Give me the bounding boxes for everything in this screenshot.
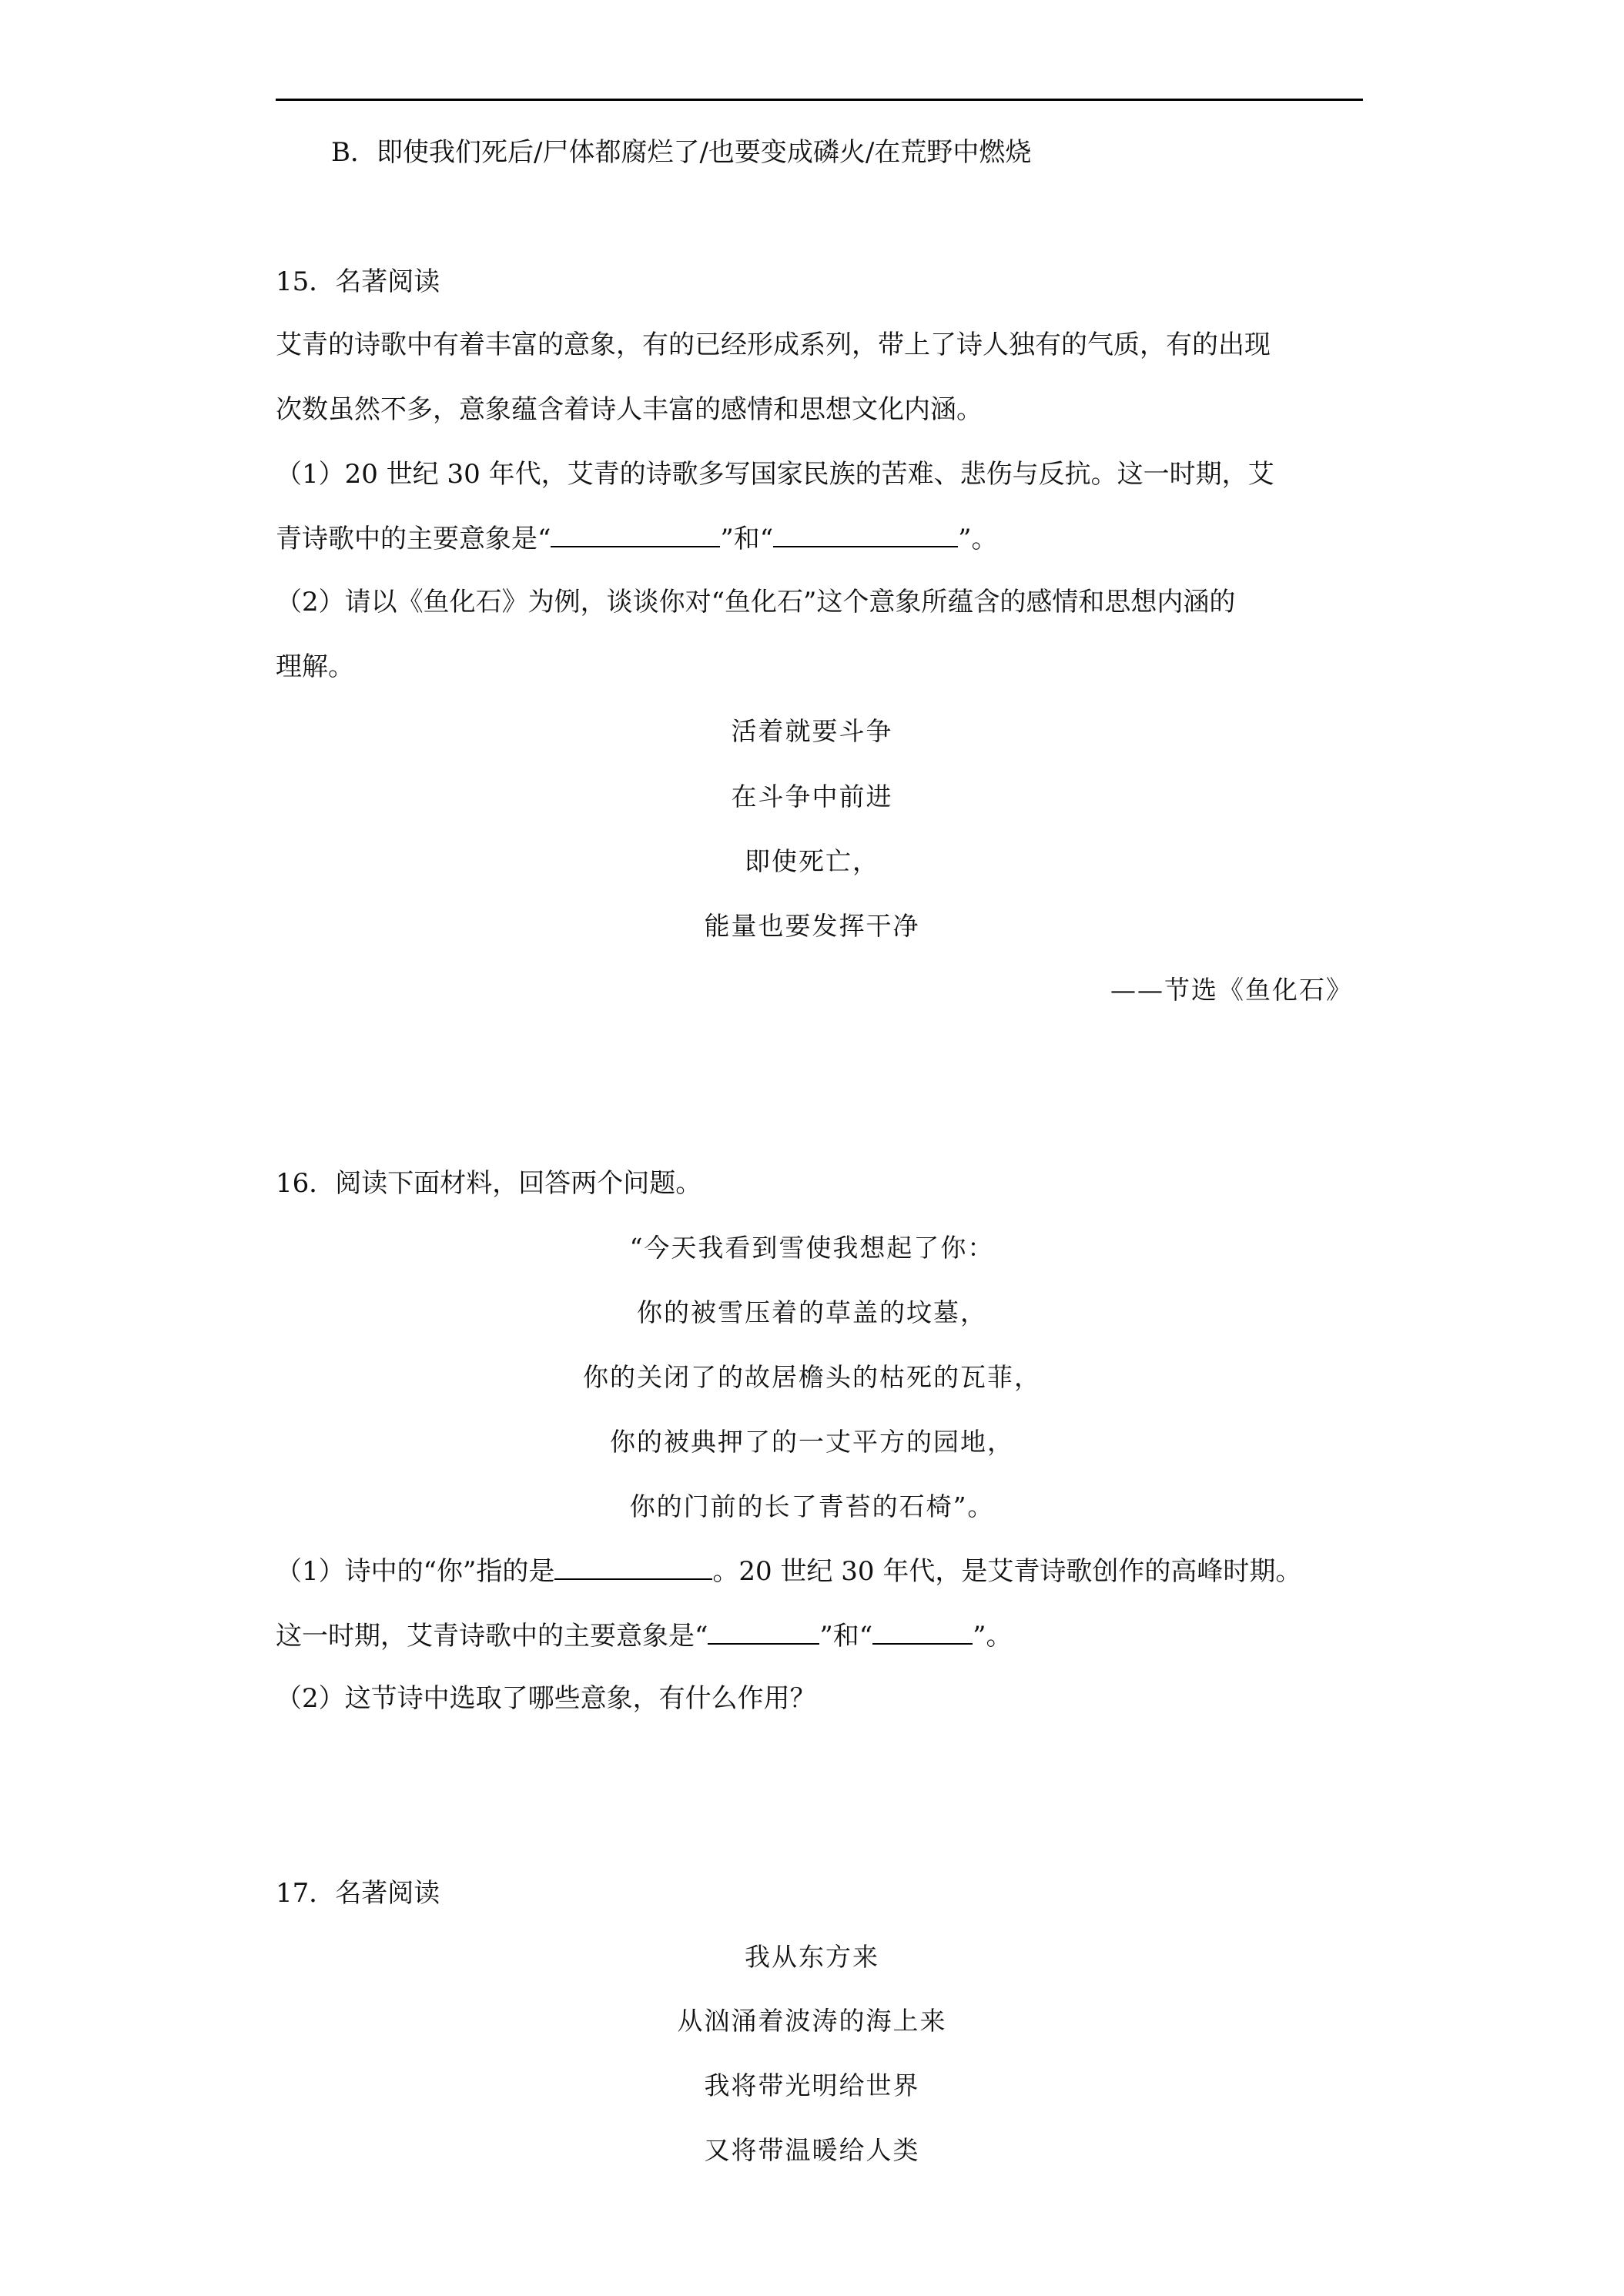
q16-poem-line-4: 你的被典押了的一丈平方的园地， [610, 1427, 1014, 1457]
q16-sub1-text-c: 这一时期，艾青诗歌中的主要意象是“ [276, 1621, 708, 1652]
q15-sub2-line2: 理解。 [276, 651, 354, 682]
q15-sub1-line1: （1）20 世纪 30 年代，艾青的诗歌多写国家民族的苦难、悲伤与反抗。这一时期，艾 [276, 459, 1274, 490]
q16-poem-line-2: 你的被雪压着的草盖的坟墓， [637, 1297, 987, 1327]
q16-sub2: （2）这节诗中选取了哪些意象，有什么作用？ [276, 1683, 816, 1714]
q15-intro-line2: 次数虽然不多，意象蕴含着诗人丰富的感情和思想文化内涵。 [276, 394, 983, 425]
q17-poem-line-4: 又将带温暖给人类 [704, 2135, 920, 2165]
header-rule [276, 99, 1363, 101]
q15-sub1-text-b: ”和“ [720, 524, 774, 554]
q15-title: 15．名著阅读 [276, 266, 440, 297]
q16-title: 16．阅读下面材料，回答两个问题。 [276, 1168, 702, 1199]
q16-blank-3[interactable] [872, 1620, 973, 1645]
q15-sub1-text-a: 青诗歌中的主要意象是“ [276, 524, 551, 554]
q17-title: 17．名著阅读 [276, 1878, 440, 1909]
q15-blank-2[interactable] [773, 523, 958, 547]
q16-blank-2[interactable] [708, 1620, 819, 1645]
q17-poem-line-2: 从汹涌着波涛的海上来 [677, 2006, 947, 2036]
option-b: B．即使我们死后/尸体都腐烂了/也要变成磷火/在荒野中燃烧 [331, 137, 1032, 168]
q15-poem-line-4: 能量也要发挥干净 [704, 911, 920, 941]
q15-sub1-text-c: ”。 [958, 524, 998, 554]
q17-poem-line-1: 我从东方来 [745, 1942, 879, 1972]
q15-poem-line-2: 在斗争中前进 [731, 782, 893, 812]
q15-blank-1[interactable] [551, 523, 720, 547]
q16-poem-line-1: “今天我看到雪使我想起了你： [629, 1233, 995, 1263]
q16-blank-1[interactable] [554, 1555, 712, 1580]
q16-sub1-text-e: ”。 [973, 1621, 1013, 1652]
q16-sub1-text-d: ”和“ [819, 1621, 873, 1652]
q16-poem-line-3: 你的关闭了的故居檐头的枯死的瓦菲， [583, 1362, 1041, 1392]
q15-poem-line-1: 活着就要斗争 [731, 716, 893, 746]
q16-sub1-line1 [276, 1555, 1301, 1587]
q15-intro-line1: 艾青的诗歌中有着丰富的意象，有的已经形成系列，带上了诗人独有的气质，有的出现 [276, 330, 1271, 360]
q16-poem-line-5: 你的门前的长了青苔的石椅”。 [629, 1491, 995, 1521]
q15-sub2-line1: （2）请以《鱼化石》为例，谈谈你对“鱼化石”这个意象所蕴含的感情和思想内涵的 [276, 587, 1236, 618]
q16-sub1-line2 [276, 1620, 1013, 1652]
q16-sub1-text-a: （1）诗中的“你”指的是 [276, 1556, 555, 1587]
q15-sub1-line2 [276, 523, 998, 554]
q17-poem-line-3: 我将带光明给世界 [704, 2070, 920, 2100]
q15-poem-line-3: 即使死亡， [745, 846, 879, 876]
q15-poem-source: ——节选《鱼化石》 [1110, 975, 1353, 1005]
q16-sub1-text-b: 。20 世纪 30 年代，是艾青诗歌创作的高峰时期。 [712, 1556, 1302, 1587]
